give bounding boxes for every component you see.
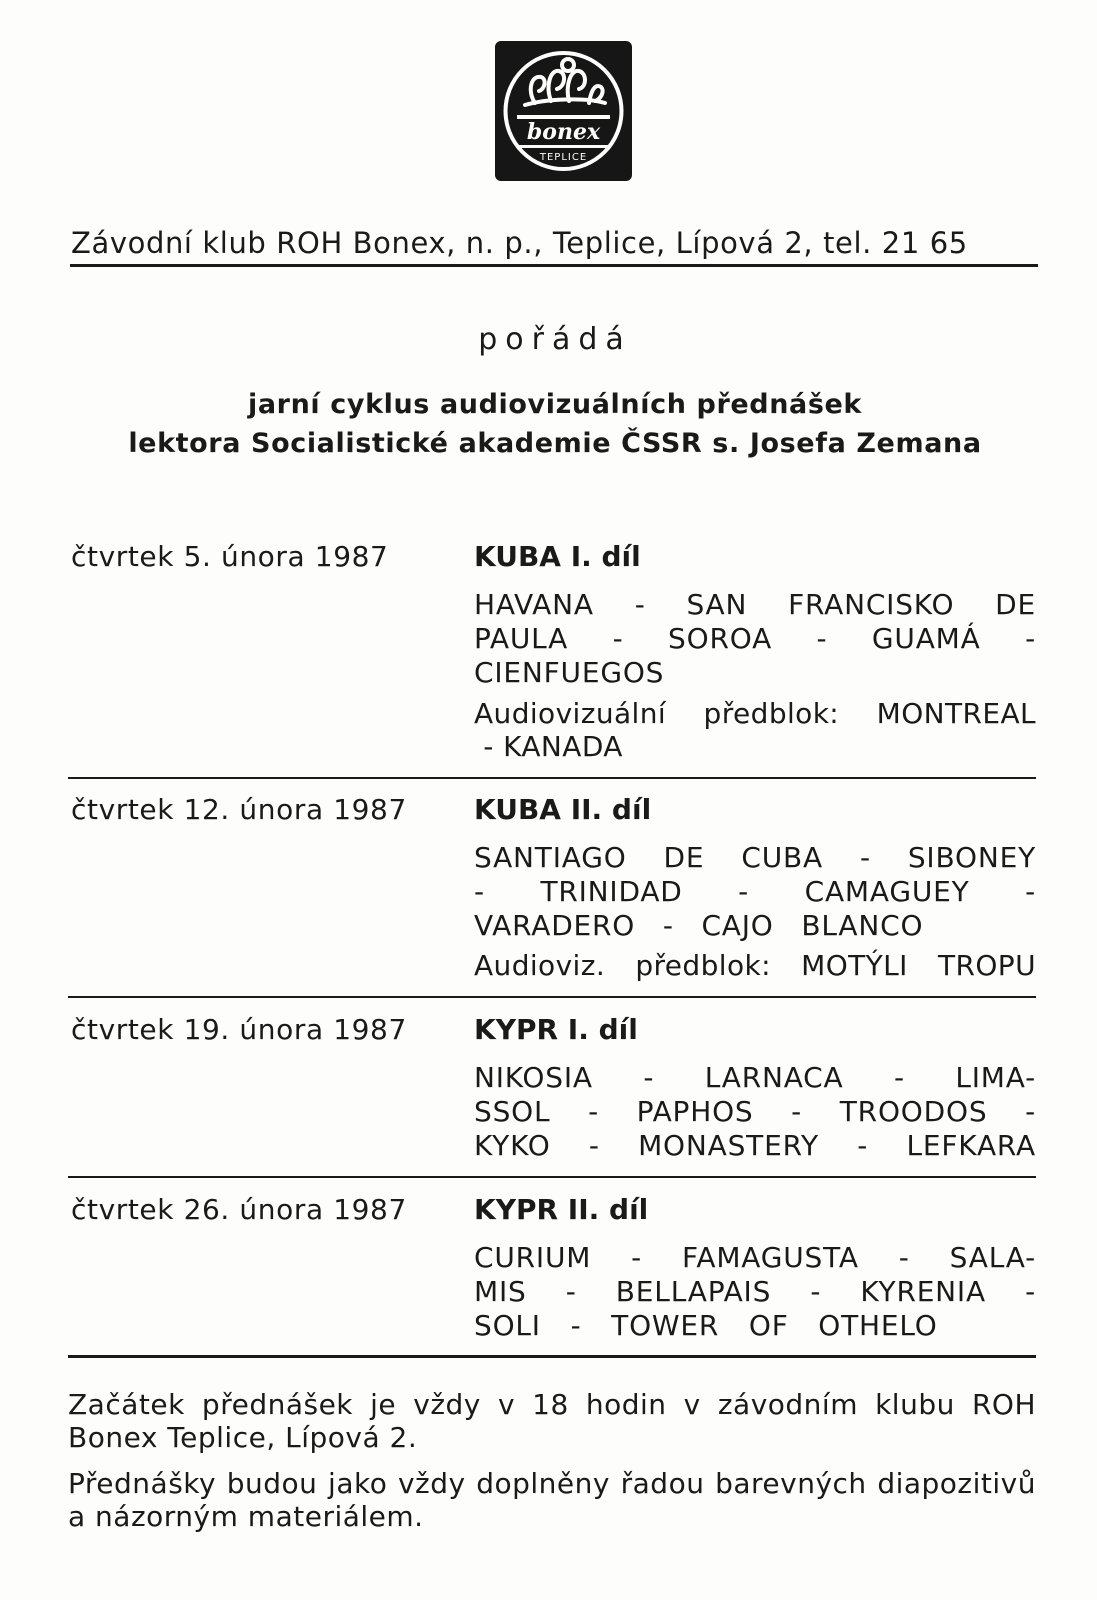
lecture-title: KYPR I. díl [474, 1013, 638, 1046]
lecture-places-line: SSOL - PAPHOS - TROODOS - [474, 1095, 1036, 1128]
lecture-places-line: CURIUM - FAMAGUSTA - SALA- [474, 1241, 1036, 1274]
lecture-date: čtvrtek 12. února 1987 [71, 793, 407, 826]
lecture-title: KUBA II. díl [474, 793, 652, 826]
lecture-preblock-line: Audioviz. předblok: MOTÝLI TROPU [474, 949, 1036, 982]
lecture-places-line: MIS - BELLAPAIS - KYRENIA - [474, 1275, 1036, 1308]
lecture-title: KYPR II. díl [474, 1193, 649, 1226]
svg-text:bonex: bonex [526, 119, 601, 145]
lecture-places-line: PAULA - SOROA - GUAMÁ - [474, 622, 1036, 655]
lecture-places-line: HAVANA - SAN FRANCISKO DE [474, 588, 1036, 621]
lecture-places-line: NIKOSIA - LARNACA - LIMA- [474, 1061, 1036, 1094]
lecture-places-line: - TRINIDAD - CAMAGUEY - [474, 875, 1036, 908]
lecture-separator [68, 1176, 1036, 1178]
lecture-separator [68, 777, 1036, 779]
lecture-title: KUBA I. díl [474, 540, 641, 573]
lecture-date: čtvrtek 19. února 1987 [71, 1013, 407, 1046]
footer-rule [68, 1355, 1036, 1358]
bonex-emblem-icon [495, 41, 632, 181]
lecture-places-line: VARADERO - CAJO BLANCO [474, 909, 924, 942]
bonex-logo [495, 41, 632, 181]
subtitle-line-2: lektora Socialistické akademie ČSSR s. Josefa Zemana [128, 428, 982, 459]
lecture-separator [68, 996, 1036, 998]
footer-materials-note: Přednášky budou jako vždy doplněny řadou barevných diapozitivů a názorným materiálem. [68, 1467, 1036, 1533]
subtitle-line-1: jarní cyklus audiovizuálních přednášek [248, 389, 862, 420]
header-rule [70, 264, 1038, 267]
svg-text:TEPLICE: TEPLICE [539, 152, 588, 163]
organizer-header: Závodní klub ROH Bonex, n. p., Teplice, Lípová 2, tel. 21 65 [71, 226, 968, 260]
lecture-places-line: SANTIAGO DE CUBA - SIBONEY [474, 841, 1036, 874]
lecture-places-line: KYKO - MONASTERY - LEFKARA [474, 1129, 1036, 1162]
lecture-places-line: SOLI - TOWER OF OTHELO [474, 1309, 938, 1342]
announce-word: pořádá [478, 322, 632, 357]
lecture-date: čtvrtek 26. února 1987 [71, 1193, 407, 1226]
footer-start-time: Začátek přednášek je vždy v 18 hodin v závodním klubu ROH Bonex Teplice, Lípová 2. [68, 1388, 1036, 1454]
lecture-preblock-line: Audiovizuální předblok: MONTREAL [474, 697, 1036, 730]
lecture-date: čtvrtek 5. února 1987 [71, 540, 389, 573]
lecture-preblock-line: - KANADA [474, 730, 623, 763]
lecture-places-line: CIENFUEGOS [474, 656, 665, 689]
